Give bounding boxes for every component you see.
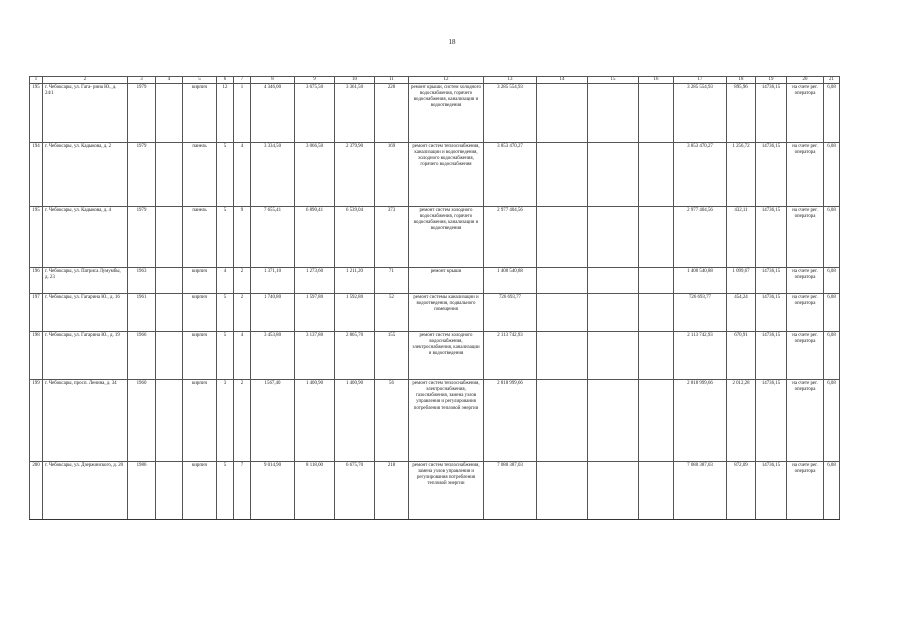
entrances-cell: 2 bbox=[234, 380, 251, 462]
empty-cell bbox=[588, 143, 639, 207]
empty-cell bbox=[537, 332, 588, 380]
row-number: 200 bbox=[30, 462, 43, 520]
period-cell: 6,08 bbox=[824, 84, 840, 143]
living-area-cell: 6 890,41 bbox=[295, 207, 335, 268]
column-header: 7 bbox=[234, 77, 251, 84]
unit-cost-cell: 670,91 bbox=[727, 332, 756, 380]
page-number: 18 bbox=[448, 38, 456, 46]
year-built-cell: 1979 bbox=[128, 207, 156, 268]
empty-cell bbox=[639, 294, 674, 332]
row-number: 198 bbox=[30, 332, 43, 380]
column-header: 19 bbox=[756, 77, 787, 84]
empty-cell bbox=[639, 143, 674, 207]
residents-cell: 228 bbox=[375, 84, 409, 143]
wall-material-cell: кирпич bbox=[183, 380, 217, 462]
limit-cost-cell: 14736,15 bbox=[756, 332, 787, 380]
column-header: 13 bbox=[484, 77, 537, 84]
empty-cell bbox=[588, 332, 639, 380]
table-row bbox=[30, 332, 840, 380]
year-built-cell: 1979 bbox=[128, 84, 156, 143]
entrances-cell: 9 bbox=[234, 207, 251, 268]
capital-repair-register-table bbox=[29, 76, 840, 520]
year-built-cell: 1961 bbox=[128, 294, 156, 332]
entrances-cell: 4 bbox=[234, 143, 251, 207]
table-row bbox=[30, 380, 840, 462]
table-row bbox=[30, 268, 840, 294]
total-cost-cell: 2 818 999,66 bbox=[484, 380, 537, 462]
living-area-cell: 3 066,50 bbox=[295, 143, 335, 207]
empty-cell bbox=[156, 84, 183, 143]
residents-cell: 373 bbox=[375, 207, 409, 268]
column-header: 17 bbox=[674, 77, 727, 84]
funding-source-cell: на счете рег. оператора bbox=[787, 207, 824, 268]
fund-cost-cell: 1 400 540,88 bbox=[674, 268, 727, 294]
empty-cell bbox=[156, 294, 183, 332]
fund-cost-cell: 3 853 470,27 bbox=[674, 143, 727, 207]
repair-works-cell: ремонт крыши bbox=[409, 268, 484, 294]
fund-cost-cell: 2 113 742,93 bbox=[674, 332, 727, 380]
total-cost-cell: 726 693,77 bbox=[484, 294, 537, 332]
row-number: 195 bbox=[30, 84, 43, 143]
row-number: 197 bbox=[30, 294, 43, 332]
entrances-cell: 7 bbox=[234, 462, 251, 520]
total-area-cell: 1 371,10 bbox=[251, 268, 295, 294]
residential-area-cell: 2 865,70 bbox=[335, 332, 375, 380]
unit-cost-cell: 432,11 bbox=[727, 207, 756, 268]
empty-cell bbox=[588, 294, 639, 332]
year-built-cell: 1963 bbox=[128, 268, 156, 294]
repair-works-cell: ремонт системы канализации и водоотведения, подвального помещения bbox=[409, 294, 484, 332]
residents-cell: 71 bbox=[375, 268, 409, 294]
floors-cell: 5 bbox=[217, 294, 234, 332]
column-header: 14 bbox=[537, 77, 588, 84]
column-header: 18 bbox=[727, 77, 756, 84]
wall-material-cell: кирпич bbox=[183, 268, 217, 294]
residential-area-cell: 1 400,90 bbox=[335, 380, 375, 462]
entrances-cell: 1 bbox=[234, 84, 251, 143]
residents-cell: 218 bbox=[375, 462, 409, 520]
address-cell: г. Чебоксары, ул. Кадыкова, д. 4 bbox=[43, 207, 128, 268]
fund-cost-cell: 3 285 554,93 bbox=[674, 84, 727, 143]
table-row bbox=[30, 143, 840, 207]
total-area-cell: 4 346,00 bbox=[251, 84, 295, 143]
wall-material-cell: кирпич bbox=[183, 462, 217, 520]
column-header: 2 bbox=[43, 77, 128, 84]
table-row bbox=[30, 84, 840, 143]
total-cost-cell: 3 285 554,93 bbox=[484, 84, 537, 143]
table-row bbox=[30, 294, 840, 332]
column-header: 9 bbox=[295, 77, 335, 84]
empty-cell bbox=[537, 462, 588, 520]
living-area-cell: 3 675,50 bbox=[295, 84, 335, 143]
wall-material-cell: панель bbox=[183, 207, 217, 268]
wall-material-cell: кирпич bbox=[183, 294, 217, 332]
repair-works-cell: ремонт систем теплоснабжения, электроснабжения, газоснабжения, замена узлов управления и регулирования потребления тепловой энергии bbox=[409, 380, 484, 462]
total-area-cell: 7 655,41 bbox=[251, 207, 295, 268]
residents-cell: 169 bbox=[375, 143, 409, 207]
period-cell: 6,08 bbox=[824, 332, 840, 380]
empty-cell bbox=[537, 268, 588, 294]
floors-cell: 3 bbox=[217, 380, 234, 462]
column-number-row bbox=[30, 77, 840, 84]
column-header: 8 bbox=[251, 77, 295, 84]
limit-cost-cell: 14736,15 bbox=[756, 462, 787, 520]
floors-cell: 4 bbox=[217, 268, 234, 294]
empty-cell bbox=[537, 143, 588, 207]
period-cell: 6,08 bbox=[824, 380, 840, 462]
empty-cell bbox=[537, 207, 588, 268]
entrances-cell: 4 bbox=[234, 332, 251, 380]
limit-cost-cell: 14736,15 bbox=[756, 380, 787, 462]
unit-cost-cell: 872,09 bbox=[727, 462, 756, 520]
fund-cost-cell: 2 818 999,66 bbox=[674, 380, 727, 462]
empty-cell bbox=[156, 143, 183, 207]
wall-material-cell: панель bbox=[183, 143, 217, 207]
address-cell: г. Чебоксары, ул. Гагарина Ю., д. 19 bbox=[43, 332, 128, 380]
column-header: 1 bbox=[30, 77, 43, 84]
repair-works-cell: ремонт систем теплоснабжения, замена узлов управления и регулирования потребления тепловой энергии bbox=[409, 462, 484, 520]
unit-cost-cell: 1 256,72 bbox=[727, 143, 756, 207]
wall-material-cell: кирпич bbox=[183, 84, 217, 143]
total-cost-cell: 3 853 470,27 bbox=[484, 143, 537, 207]
empty-cell bbox=[588, 84, 639, 143]
living-area-cell: 3 137,80 bbox=[295, 332, 335, 380]
table-row bbox=[30, 462, 840, 520]
address-cell: г. Чебоксары, ул. Дзержинского, д. 20 bbox=[43, 462, 128, 520]
column-header: 3 bbox=[128, 77, 156, 84]
empty-cell bbox=[639, 268, 674, 294]
residents-cell: 52 bbox=[375, 294, 409, 332]
repair-works-cell: ремонт систем холодного водоснабжения, электроснабжения, канализации и водоотведения bbox=[409, 332, 484, 380]
funding-source-cell: на счете рег. оператора bbox=[787, 380, 824, 462]
unit-cost-cell: 454,24 bbox=[727, 294, 756, 332]
floors-cell: 5 bbox=[217, 462, 234, 520]
empty-cell bbox=[156, 332, 183, 380]
empty-cell bbox=[588, 268, 639, 294]
row-number: 195 bbox=[30, 207, 43, 268]
total-area-cell: 3 334,50 bbox=[251, 143, 295, 207]
column-header: 5 bbox=[183, 77, 217, 84]
limit-cost-cell: 14736,15 bbox=[756, 207, 787, 268]
funding-source-cell: на счете рег. оператора bbox=[787, 332, 824, 380]
period-cell: 6,08 bbox=[824, 462, 840, 520]
total-cost-cell: 2 113 742,93 bbox=[484, 332, 537, 380]
living-area-cell: 1 273,60 bbox=[295, 268, 335, 294]
residential-area-cell: 6 675,70 bbox=[335, 462, 375, 520]
column-header: 15 bbox=[588, 77, 639, 84]
empty-cell bbox=[588, 380, 639, 462]
column-header: 21 bbox=[824, 77, 840, 84]
empty-cell bbox=[639, 332, 674, 380]
funding-source-cell: на счете рег. оператора bbox=[787, 143, 824, 207]
address-cell: г. Чебоксары, просп. Ленина, д. 34 bbox=[43, 380, 128, 462]
total-area-cell: 3 453,80 bbox=[251, 332, 295, 380]
address-cell: г. Чебоксары, ул. Кадыкова, д. 2 bbox=[43, 143, 128, 207]
empty-cell bbox=[639, 380, 674, 462]
repair-works-cell: ремонт систем теплоснабжения, канализации и водоотведения, холодного водоснабжения, горячего водоснабжения bbox=[409, 143, 484, 207]
floors-cell: 12 bbox=[217, 84, 234, 143]
unit-cost-cell: 1 099,67 bbox=[727, 268, 756, 294]
residential-area-cell: 1 211,20 bbox=[335, 268, 375, 294]
living-area-cell: 1 400,90 bbox=[295, 380, 335, 462]
year-built-cell: 1966 bbox=[128, 332, 156, 380]
period-cell: 6,08 bbox=[824, 294, 840, 332]
empty-cell bbox=[639, 462, 674, 520]
empty-cell bbox=[588, 207, 639, 268]
residential-area-cell: 1 592,80 bbox=[335, 294, 375, 332]
table-row bbox=[30, 207, 840, 268]
column-header: 12 bbox=[409, 77, 484, 84]
year-built-cell: 1960 bbox=[128, 380, 156, 462]
column-header: 20 bbox=[787, 77, 824, 84]
year-built-cell: 1979 bbox=[128, 143, 156, 207]
empty-cell bbox=[156, 462, 183, 520]
funding-source-cell: на счете рег. оператора bbox=[787, 84, 824, 143]
year-built-cell: 1986 bbox=[128, 462, 156, 520]
column-header: 4 bbox=[156, 77, 183, 84]
floors-cell: 5 bbox=[217, 207, 234, 268]
column-header: 16 bbox=[639, 77, 674, 84]
empty-cell bbox=[588, 462, 639, 520]
limit-cost-cell: 14736,15 bbox=[756, 268, 787, 294]
wall-material-cell: кирпич bbox=[183, 332, 217, 380]
living-area-cell: 8 118,00 bbox=[295, 462, 335, 520]
total-cost-cell: 2 977 404,56 bbox=[484, 207, 537, 268]
floors-cell: 5 bbox=[217, 143, 234, 207]
living-area-cell: 1 597,80 bbox=[295, 294, 335, 332]
fund-cost-cell: 2 977 404,56 bbox=[674, 207, 727, 268]
empty-cell bbox=[537, 380, 588, 462]
limit-cost-cell: 14736,15 bbox=[756, 143, 787, 207]
row-number: 194 bbox=[30, 143, 43, 207]
total-area-cell: 9 014,90 bbox=[251, 462, 295, 520]
empty-cell bbox=[537, 294, 588, 332]
unit-cost-cell: 895,96 bbox=[727, 84, 756, 143]
residential-area-cell: 6 539,04 bbox=[335, 207, 375, 268]
entrances-cell: 2 bbox=[234, 294, 251, 332]
column-header: 6 bbox=[217, 77, 234, 84]
floors-cell: 5 bbox=[217, 332, 234, 380]
residents-cell: 56 bbox=[375, 380, 409, 462]
address-cell: г. Чебоксары, ул. Патриса Лумумбы, д. 23 bbox=[43, 268, 128, 294]
entrances-cell: 2 bbox=[234, 268, 251, 294]
period-cell: 6,08 bbox=[824, 207, 840, 268]
period-cell: 6,08 bbox=[824, 143, 840, 207]
residential-area-cell: 2 379,90 bbox=[335, 143, 375, 207]
empty-cell bbox=[156, 207, 183, 268]
funding-source-cell: на счете рег. оператора bbox=[787, 268, 824, 294]
total-area-cell: 1 740,80 bbox=[251, 294, 295, 332]
empty-cell bbox=[156, 380, 183, 462]
address-cell: г. Чебоксары, ул. Гагарина Ю., д. 16 bbox=[43, 294, 128, 332]
limit-cost-cell: 14736,15 bbox=[756, 84, 787, 143]
address-cell: г. Чебоксары, ул. Гага- рина Ю., д. 24/1 bbox=[43, 84, 128, 143]
residents-cell: 155 bbox=[375, 332, 409, 380]
period-cell: 6,08 bbox=[824, 268, 840, 294]
repair-works-cell: ремонт систем холодного водоснабжения, горячего водоснабжения, канализации и водоотведения bbox=[409, 207, 484, 268]
row-number: 199 bbox=[30, 380, 43, 462]
empty-cell bbox=[537, 84, 588, 143]
funding-source-cell: на счете рег. оператора bbox=[787, 294, 824, 332]
total-cost-cell: 1 400 540,88 bbox=[484, 268, 537, 294]
fund-cost-cell: 726 693,77 bbox=[674, 294, 727, 332]
repair-works-cell: ремонт крыши, систем холодного водоснабжения, горячего водоснабжения, канализации и водоотведения bbox=[409, 84, 484, 143]
total-cost-cell: 7 080 387,03 bbox=[484, 462, 537, 520]
empty-cell bbox=[639, 207, 674, 268]
total-area-cell: 1567,40 bbox=[251, 380, 295, 462]
unit-cost-cell: 2 012,28 bbox=[727, 380, 756, 462]
funding-source-cell: на счете рег. оператора bbox=[787, 462, 824, 520]
empty-cell bbox=[639, 84, 674, 143]
column-header: 11 bbox=[375, 77, 409, 84]
fund-cost-cell: 7 080 387,03 bbox=[674, 462, 727, 520]
column-header: 10 bbox=[335, 77, 375, 84]
residential-area-cell: 3 361,50 bbox=[335, 84, 375, 143]
row-number: 196 bbox=[30, 268, 43, 294]
limit-cost-cell: 14736,15 bbox=[756, 294, 787, 332]
empty-cell bbox=[156, 268, 183, 294]
